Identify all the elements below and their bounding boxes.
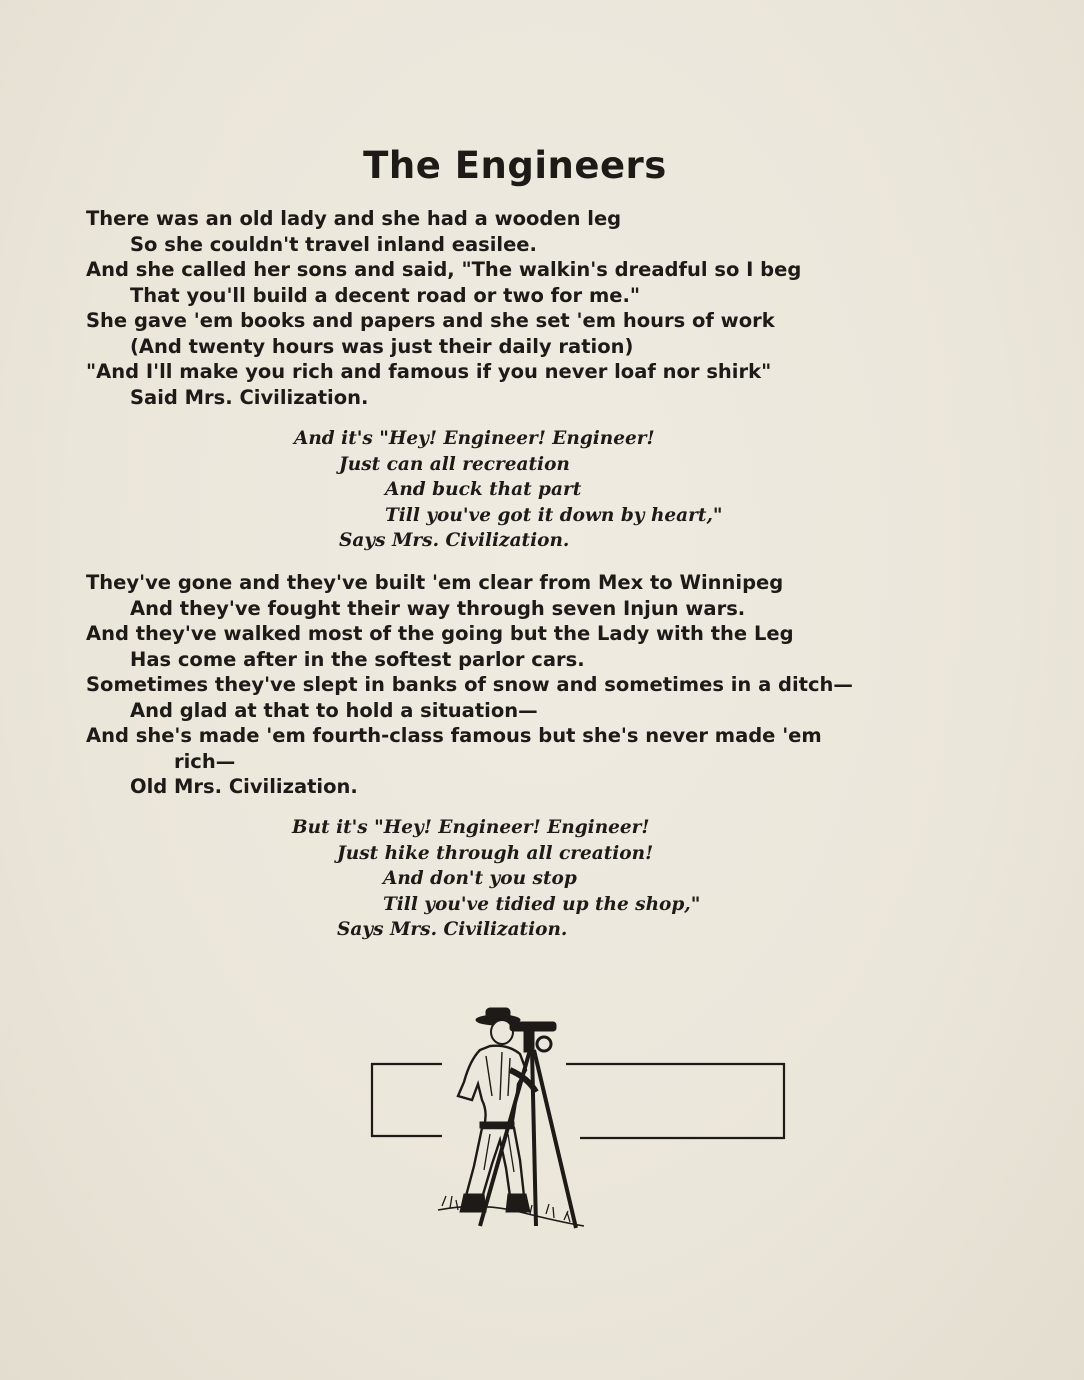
verse-line: That you'll build a decent road or two for me.": [130, 283, 641, 307]
verse-2: [86, 570, 966, 800]
chorus-line: And don't you stop: [383, 868, 577, 889]
chorus-line: And buck that part: [385, 479, 582, 500]
verse-line: And she's made 'em fourth-class famous but she's never made 'em: [86, 724, 822, 747]
chorus-line: Just can all recreation: [339, 453, 570, 475]
verse-line: She gave 'em books and papers and she set 'em hours of work: [86, 309, 775, 332]
chorus-line: And it's "Hey! Engineer! Engineer!: [294, 428, 655, 449]
chorus-line: Till you've tidied up the shop,": [383, 893, 701, 915]
page-title: The Engineers: [363, 144, 667, 187]
verse-line: Old Mrs. Civilization.: [130, 775, 358, 798]
verse-line: And she called her sons and said, "The walkin's dreadful so I beg: [86, 258, 802, 281]
verse-line: So she couldn't travel inland easilee.: [130, 232, 537, 256]
verse-line: And glad at that to hold a situation—: [130, 698, 538, 722]
verse-line: And they've walked most of the going but the Lady with the Leg: [86, 622, 794, 645]
chorus-line: Just hike through all creation!: [337, 842, 654, 864]
verse-line: Said Mrs. Civilization.: [130, 385, 369, 409]
verse-line: "And I'll make you rich and famous if you never loaf nor shirk": [86, 360, 772, 383]
surveyor-with-transit-icon: [360, 1000, 800, 1240]
chorus-1: [294, 426, 814, 554]
chorus-line: Till you've got it down by heart,": [385, 504, 723, 526]
verse-line: Has come after in the softest parlor cars.: [130, 647, 585, 671]
chorus-line: Says Mrs. Civilization.: [339, 530, 570, 551]
chorus-line: But it's "Hey! Engineer! Engineer!: [292, 817, 650, 838]
verse-line: And they've fought their way through seven Injun wars.: [130, 596, 746, 620]
verse-line: Sometimes they've slept in banks of snow and sometimes in a ditch—: [86, 673, 853, 696]
verse-line: There was an old lady and she had a wooden leg: [86, 207, 622, 230]
surveyor-emblem: [360, 1000, 800, 1240]
verse-line: rich—: [174, 749, 236, 773]
verse-1: [86, 206, 966, 410]
verse-line: They've gone and they've built 'em clear from Mex to Winnipeg: [86, 571, 784, 594]
chorus-2: [292, 815, 812, 943]
verse-line: (And twenty hours was just their daily ration): [130, 334, 634, 358]
chorus-line: Says Mrs. Civilization.: [337, 919, 568, 940]
